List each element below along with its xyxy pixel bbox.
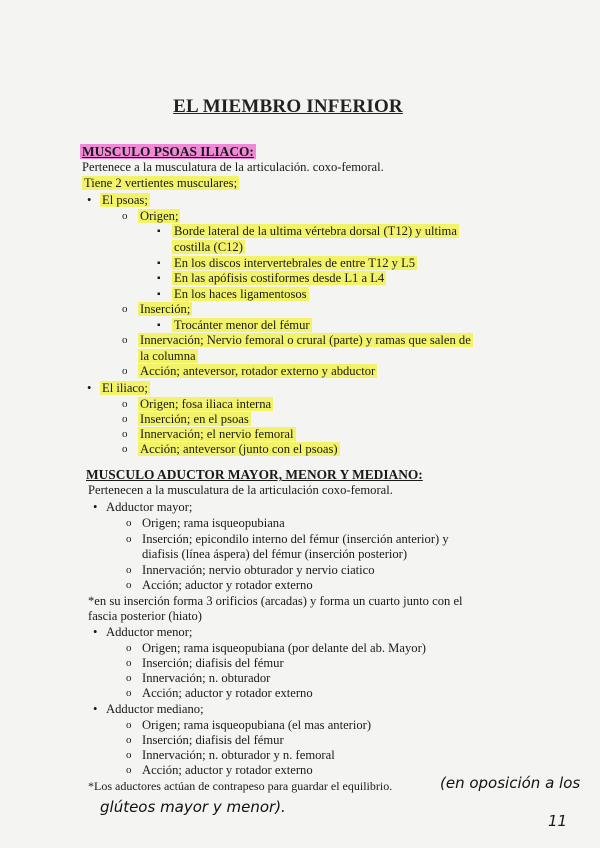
aductor-mediano-item: o Inserción; diafisis del fémur xyxy=(142,733,284,748)
section-heading-aductor: MUSCULO ADUCTOR MAYOR, MENOR Y MEDIANO: xyxy=(86,467,423,482)
aductor-intro: Pertenecen a la musculatura de la articulación coxo-femoral. xyxy=(88,483,393,497)
aductor-note-2: fascia posterior (hiato) xyxy=(88,609,202,623)
aductor-menor-item: o Innervación; n. obturador xyxy=(142,671,270,686)
aductor-mediano-item: o Origen; rama isqueopubiana (el mas anterior) xyxy=(142,718,371,733)
aductor-mayor-label: • Adductor mayor; xyxy=(106,500,192,515)
iliaco-item: o Acción; anteversor (junto con el psoas) xyxy=(138,442,340,457)
handwritten-note-line-2: glúteos mayor y menor). xyxy=(100,798,286,816)
page-number: 11 xyxy=(548,812,568,830)
aductor-note-1: *en su inserción forma 3 orificios (arcadas) y forma un cuarto junto con el xyxy=(88,594,463,608)
psoas-origen-item: ▪ En las apófisis costiformes desde L1 a L4 xyxy=(172,271,386,286)
aductor-mayor-item: o Inserción; epicondilo interno del fémur (inserción anterior) y xyxy=(142,532,449,547)
handwritten-note-line-1: (en oposición a los xyxy=(440,774,581,792)
aductor-mayor-item: o Innervación; nervio obturador y nervio ciatico xyxy=(142,563,375,578)
psoas-intro-2: Tiene 2 vertientes musculares; xyxy=(84,176,238,190)
iliaco-label: • El iliaco; xyxy=(100,381,150,396)
iliaco-item: o Origen; fosa iliaca interna xyxy=(138,397,273,412)
section-heading-psoas: MUSCULO PSOAS ILIACO: xyxy=(82,144,254,159)
aductor-mayor-item: o Acción; aductor y rotador externo xyxy=(142,578,313,593)
psoas-inervacion-cont: la columna xyxy=(140,349,196,363)
psoas-accion: o Acción; anteversor, rotador externo y abductor xyxy=(138,364,377,379)
aductor-menor-label: • Adductor menor; xyxy=(106,625,192,640)
aductor-menor-item: o Origen; rama isqueopubiana (por delante del ab. Mayor) xyxy=(142,641,426,656)
psoas-inervacion: o Innervación; Nervio femoral o crural (parte) y ramas que salen de xyxy=(138,333,473,348)
psoas-origen-item-cont: costilla (C12) xyxy=(174,240,243,254)
psoas-origen-item: ▪ En los haces ligamentosos xyxy=(172,287,309,302)
psoas-insercion-label: o Inserción; xyxy=(138,302,192,317)
psoas-origen-label: o Origen; xyxy=(138,209,180,224)
aductor-mayor-item: o Origen; rama isqueopubiana xyxy=(142,516,285,531)
psoas-intro-1: Pertenece a la musculatura de la articulación. coxo-femoral. xyxy=(82,160,384,174)
psoas-origen-item: ▪ En los discos intervertebrales de entre T12 y L5 xyxy=(172,256,417,271)
aductor-footer-note: *Los aductores actúan de contrapeso para guardar el equilibrio. xyxy=(88,779,393,793)
aductor-mayor-item-cont: diafisis (línea áspera) del fémur (inserción posterior) xyxy=(142,547,408,561)
aductor-mediano-item: o Acción; aductor y rotador externo xyxy=(142,763,313,778)
iliaco-item: o Inserción; en el psoas xyxy=(138,412,251,427)
psoas-label: • El psoas; xyxy=(100,193,150,208)
psoas-origen-item: ▪ Borde lateral de la ultima vértebra dorsal (T12) y ultima xyxy=(172,224,459,239)
aductor-mediano-label: • Adductor mediano; xyxy=(106,702,204,717)
iliaco-item: o Innervación; el nervio femoral xyxy=(138,427,296,442)
psoas-insercion-item: ▪ Trocánter menor del fémur xyxy=(172,318,312,333)
aductor-menor-item: o Acción; aductor y rotador externo xyxy=(142,686,313,701)
aductor-mediano-item: o Innervación; n. obturador y n. femoral xyxy=(142,748,335,763)
aductor-menor-item: o Inserción; diafisis del fémur xyxy=(142,656,284,671)
page-title: EL MIEMBRO INFERIOR xyxy=(173,96,403,117)
